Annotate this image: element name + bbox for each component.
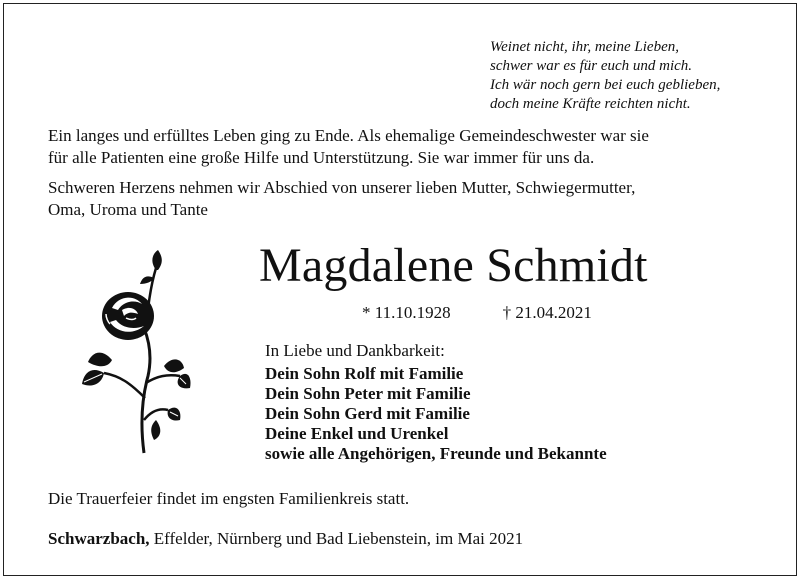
farewell-line: Oma, Uroma und Tante	[48, 200, 208, 219]
place-bold: Schwarzbach,	[48, 529, 150, 548]
mourners-intro: In Liebe und Dankbarkeit:	[265, 341, 445, 360]
poem-line: doch meine Kräfte reichten nicht.	[490, 96, 691, 112]
death-date: † 21.04.2021	[502, 303, 592, 322]
poem-line: Ich wär noch gern bei euch geblieben,	[490, 77, 721, 93]
place-line	[48, 529, 523, 549]
poem	[490, 38, 720, 114]
deceased-name: Magdalene Schmidt	[259, 239, 648, 292]
obituary-card	[3, 3, 797, 576]
mourner-line: Deine Enkel und Urenkel	[265, 424, 449, 443]
intro-line: Ein langes und erfülltes Leben ging zu Ende. Als ehemalige Gemeindeschwester war sie	[48, 126, 649, 145]
rose-icon	[82, 248, 192, 458]
farewell-paragraph	[48, 177, 768, 221]
mourners-list	[265, 364, 607, 464]
place-rest: Effelder, Nürnberg und Bad Liebenstein, im Mai 2021	[149, 529, 524, 548]
poem-line: Weinet nicht, ihr, meine Lieben,	[490, 39, 679, 55]
funeral-note: Die Trauerfeier findet im engsten Familienkreis statt.	[48, 489, 410, 508]
intro-paragraph	[48, 125, 768, 169]
birth-date: * 11.10.1928	[362, 303, 451, 322]
mourner-line: Dein Sohn Peter mit Familie	[265, 384, 471, 403]
poem-line: schwer war es für euch und mich.	[490, 58, 693, 74]
farewell-line: Schweren Herzens nehmen wir Abschied von unserer lieben Mutter, Schwiegermutter,	[48, 178, 636, 197]
intro-line: für alle Patienten eine große Hilfe und Unterstützung. Sie war immer für uns da.	[48, 148, 595, 167]
mourner-line: Dein Sohn Rolf mit Familie	[265, 364, 464, 383]
mourner-line: Dein Sohn Gerd mit Familie	[265, 404, 470, 423]
life-dates	[362, 303, 592, 323]
mourner-line: sowie alle Angehörigen, Freunde und Bekannte	[265, 444, 607, 463]
